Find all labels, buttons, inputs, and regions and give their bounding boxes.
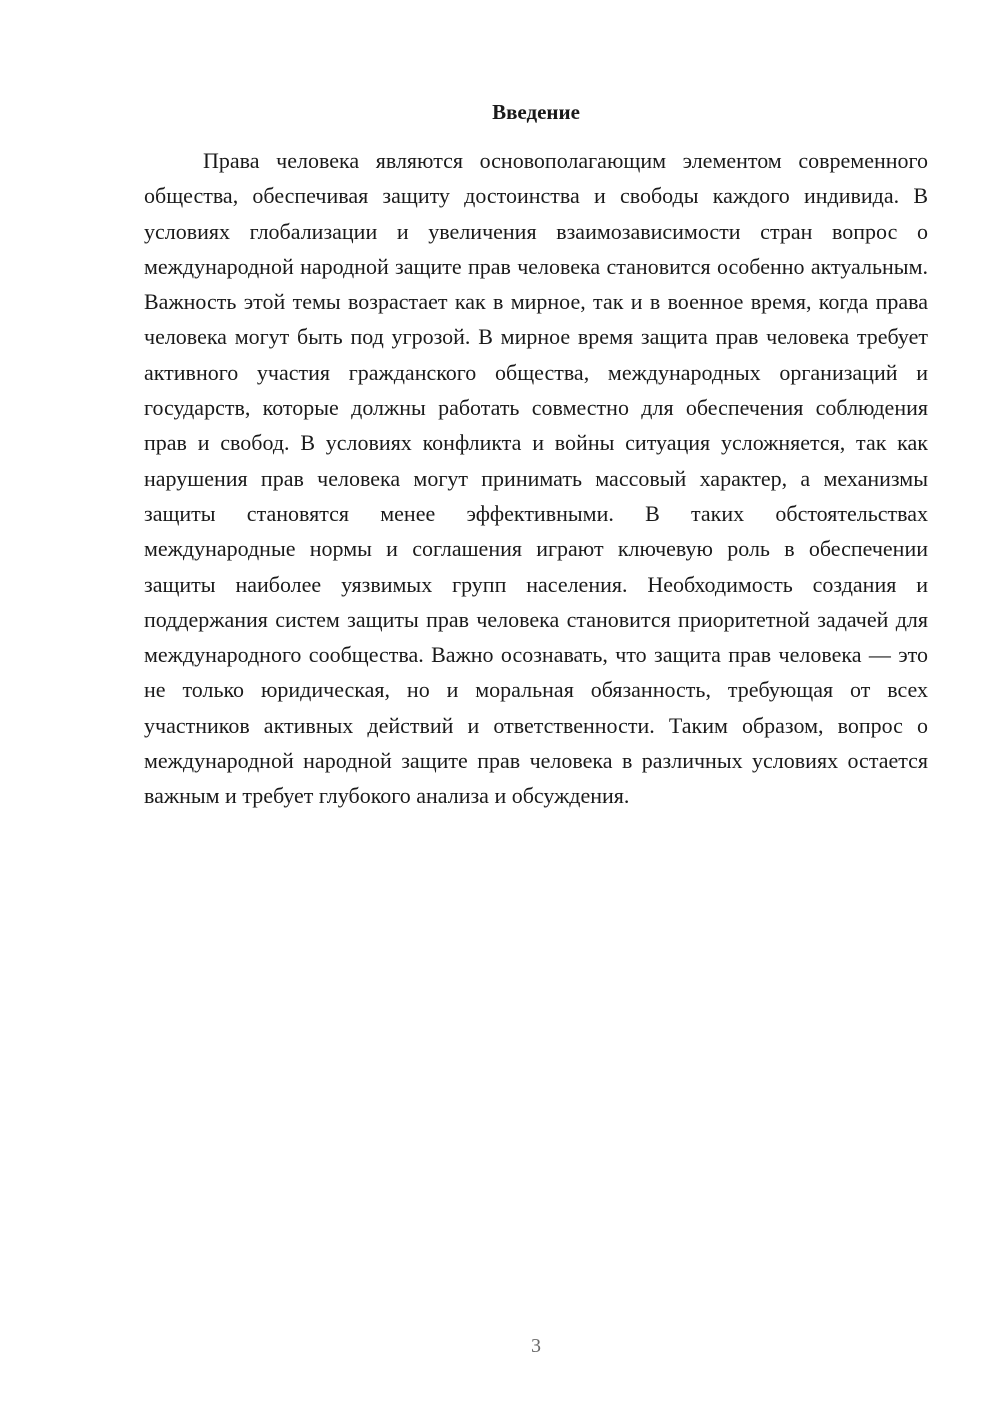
body-paragraph: Права человека являются основополагающим элементом современного общества, обеспечивая защиту достоинства и свободы каждого индивида. В условиях глобализации и увеличения взаимозависимости стран вопрос о международной народной защите прав человека становится особенно актуальным. Важность этой темы возрастает как в мирное, так и в военное время, когда права человека могут быть под угрозой. В мирное время защита прав человека требует активного участия гражданского общества, международных организаций и государств, которые должны работать совместно для обеспечения соблюдения прав и свобод. В условиях конфликта и войны ситуация усложняется, так как нарушения прав человека могут принимать массовый характер, а механизмы защиты становятся менее эффективными. В таких обстоятельствах международные нормы и соглашения играют ключевую роль в обеспечении защиты наиболее уязвимых групп населения. Необходимость создания и поддержания систем защиты прав человека становится приоритетной задачей для международного сообщества. Важно осознавать, что защита прав человека — это не только юридическая, но и моральная обязанность, требующая от всех участников активных действий и ответственности. Таким образом, вопрос о международной народной защите прав человека в различных условиях остается важным и требует глубокого анализа и обсуждения. bbox=[144, 148, 928, 809]
section-heading: Введение bbox=[492, 100, 580, 124]
page-number: 3 bbox=[531, 1335, 541, 1357]
